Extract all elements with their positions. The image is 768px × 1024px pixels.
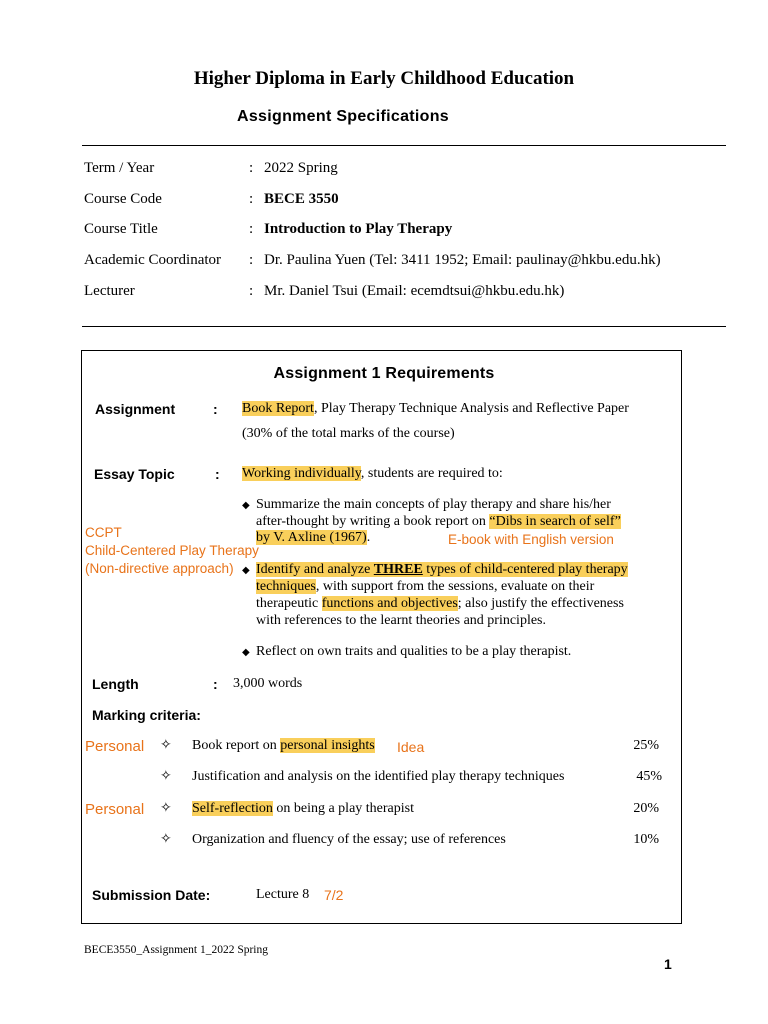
star-diamond-icon: ✧: [160, 738, 172, 753]
bullet2-hl1: Identify and analyze: [256, 562, 374, 577]
document-title: Higher Diploma in Early Childhood Education: [193, 68, 575, 89]
annotation-personal-2: Personal: [85, 801, 145, 818]
annotation-idea: Idea: [397, 739, 425, 755]
annotation-date: 7/2: [324, 887, 344, 903]
info-value: Introduction to Play Therapy: [264, 221, 453, 237]
bullet2-hl2: types of child-centered play therapy: [422, 562, 628, 577]
submission-label: Submission Date:: [92, 887, 211, 903]
divider-top: [82, 145, 726, 146]
criterion-4: Organization and fluency of the essay; use of references: [192, 832, 506, 847]
bullet2-line2-rest: , with support from the sessions, evaluate on their: [315, 579, 595, 594]
highlight: [256, 562, 628, 577]
criterion-4-pct: 10%: [633, 832, 659, 847]
info-colon: :: [249, 283, 254, 299]
bullet1-line2: [256, 514, 621, 530]
info-row-code: [84, 191, 744, 211]
info-label: Course Title: [84, 221, 158, 237]
bullet2-line3-rest: ; also justify the effectiveness: [457, 596, 624, 611]
highlight: Working individually: [242, 466, 361, 481]
highlight: by V. Axline (1967): [256, 530, 367, 545]
bullet1-line1: Summarize the main concepts of play therapy and share his/her: [256, 497, 611, 512]
topic-colon: :: [215, 466, 220, 482]
criterion-post: on being a play therapist: [272, 801, 414, 816]
topic-rest: , students are required to:: [360, 466, 503, 481]
footer-doc-id: BECE3550_Assignment 1_2022 Spring: [84, 944, 269, 956]
requirements-title: Assignment 1 Requirements: [273, 365, 495, 382]
criterion-3: [192, 801, 414, 817]
info-row-title: [84, 221, 744, 241]
criterion-1-pct: 25%: [633, 738, 659, 753]
info-colon: :: [249, 252, 254, 268]
assignment-label: Assignment: [95, 401, 176, 417]
bullet-icon: ◆: [242, 500, 250, 511]
bullet3: Reflect on own traits and qualities to be a play therapist.: [256, 644, 572, 659]
info-value: 2022 Spring: [264, 160, 338, 176]
star-diamond-icon: ✧: [160, 769, 172, 784]
bullet2-line3-pre: therapeutic: [256, 596, 322, 611]
info-row-term: [84, 160, 744, 180]
info-value: Mr. Daniel Tsui (Email: ecemdtsui@hkbu.edu.hk): [264, 283, 565, 299]
bullet-icon: ◆: [242, 565, 250, 576]
bullet2-line1: [256, 562, 628, 578]
bullet1-line2-pre: after-thought by writing a book report on: [256, 514, 490, 529]
annotation-non-directive: (Non-directive approach): [85, 561, 234, 576]
assignment-rest: , Play Therapy Technique Analysis and Reflective Paper: [313, 401, 629, 416]
marking-label: Marking criteria:: [92, 707, 201, 723]
bullet2-line4: with references to the learnt theories and principles.: [256, 613, 546, 628]
annotation-ccpt: CCPT: [85, 525, 122, 540]
criterion-2-pct: 45%: [636, 769, 662, 784]
assignment-text: [242, 401, 629, 417]
criterion-2: Justification and analysis on the identified play therapy techniques: [192, 769, 565, 784]
length-label: Length: [92, 676, 139, 692]
length-colon: :: [213, 676, 218, 692]
highlight: techniques: [256, 579, 316, 594]
highlight: personal insights: [280, 738, 375, 753]
bullet1-line3: [256, 530, 370, 546]
bullet2-line3: [256, 596, 624, 612]
divider-bottom: [82, 326, 726, 327]
bullet2-line2: [256, 579, 594, 595]
highlight: Self-reflection: [192, 801, 273, 816]
info-value: BECE 3550: [264, 191, 339, 207]
annotation-personal-1: Personal: [85, 738, 145, 755]
info-row-coordinator: [84, 252, 744, 272]
document-subtitle: Assignment Specifications: [237, 108, 449, 125]
criterion-3-pct: 20%: [633, 801, 659, 816]
assignment-colon: :: [213, 401, 218, 417]
assignment-weight: (30% of the total marks of the course): [242, 426, 455, 441]
criterion-1: [192, 738, 375, 754]
bullet2-three: THREE: [373, 562, 423, 577]
bullet1-line3-rest: .: [366, 530, 371, 545]
bullet-icon: ◆: [242, 647, 250, 658]
info-value: Dr. Paulina Yuen (Tel: 3411 1952; Email: paulinay@hkbu.edu.hk): [264, 252, 661, 268]
info-label: Lecturer: [84, 283, 135, 299]
highlight: Book Report: [242, 401, 314, 416]
highlight: functions and objectives: [321, 596, 458, 611]
info-row-lecturer: [84, 283, 744, 303]
length-value: 3,000 words: [233, 676, 303, 691]
page-number: 1: [664, 956, 672, 972]
submission-value: Lecture 8: [256, 887, 310, 902]
annotation-ccpt-full: Child-Centered Play Therapy: [85, 543, 259, 558]
highlight: “Dibs in search of self”: [489, 514, 621, 529]
star-diamond-icon: ✧: [160, 832, 172, 847]
topic-label: Essay Topic: [94, 466, 175, 482]
topic-text: [242, 466, 503, 482]
info-colon: :: [249, 160, 254, 176]
criterion-pre: Book report on: [192, 738, 281, 753]
info-label: Academic Coordinator: [84, 252, 222, 268]
info-label: Term / Year: [84, 160, 155, 176]
annotation-ebook: E-book with English version: [448, 532, 614, 547]
info-colon: :: [249, 221, 254, 237]
info-label: Course Code: [84, 191, 162, 207]
info-colon: :: [249, 191, 254, 207]
star-diamond-icon: ✧: [160, 801, 172, 816]
